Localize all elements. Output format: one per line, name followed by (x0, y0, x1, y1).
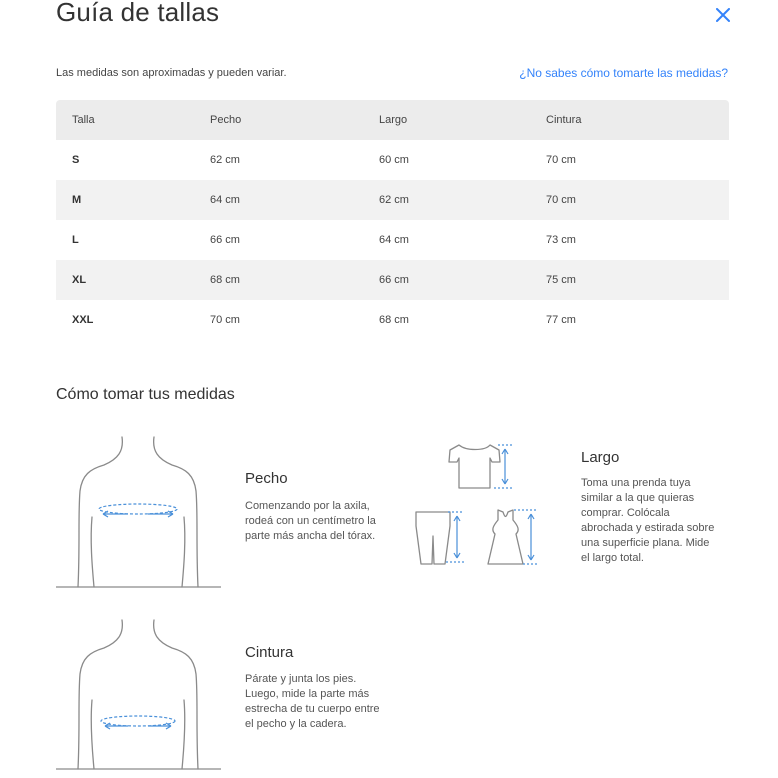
cintura-cell: 77 cm (546, 314, 576, 326)
largo-cell: 66 cm (379, 274, 409, 286)
header-largo: Largo (379, 114, 408, 126)
table-row (56, 260, 729, 300)
cintura-cell: 70 cm (546, 154, 576, 166)
waist-title: Cintura (245, 644, 294, 661)
close-icon (716, 8, 730, 22)
chest-description: Comenzando por la axila, rodeá con un centímetro la parte más ancha del tórax. (245, 500, 376, 542)
size-cell: M (72, 194, 82, 206)
cintura-cell: 70 cm (546, 194, 576, 206)
size-cell: S (72, 154, 80, 166)
chest-measure-illustration (56, 435, 226, 590)
chest-title: Pecho (245, 470, 288, 487)
length-title: Largo (581, 449, 620, 466)
length-description: Toma una prenda tuya similar a la que quieras comprar. Colócala abrochada y estirada sobre una superficie plana. Mide el largo total. (581, 477, 715, 564)
header-talla: Talla (72, 114, 95, 126)
largo-cell: 68 cm (379, 314, 409, 326)
largo-cell: 62 cm (379, 194, 409, 206)
table-row (56, 300, 729, 340)
header-pecho: Pecho (210, 114, 242, 126)
table-header-row (56, 100, 729, 140)
cintura-cell: 73 cm (546, 234, 576, 246)
size-cell: L (72, 234, 79, 246)
pecho-cell: 70 cm (210, 314, 240, 326)
close-button[interactable] (710, 2, 736, 28)
page-title: Guía de tallas (56, 0, 220, 27)
largo-cell: 60 cm (379, 154, 409, 166)
table-row (56, 220, 729, 260)
pecho-cell: 68 cm (210, 274, 240, 286)
waist-measure-illustration (56, 618, 226, 773)
waist-description: Párate y junta los pies. Luego, mide la parte más estrecha de tu cuerpo entre el pecho y la cadera. (245, 673, 380, 730)
table-row (56, 180, 729, 220)
cintura-cell: 75 cm (546, 274, 576, 286)
disclaimer-text: Las medidas son aproximadas y pueden variar. (56, 67, 287, 79)
how-to-measure-link[interactable]: ¿No sabes cómo tomarte las medidas? (519, 66, 728, 80)
size-cell: XL (72, 274, 87, 286)
pecho-cell: 66 cm (210, 234, 240, 246)
pecho-cell: 62 cm (210, 154, 240, 166)
largo-cell: 64 cm (379, 234, 409, 246)
how-to-measure-title: Cómo tomar tus medidas (56, 386, 235, 403)
table-row (56, 140, 729, 180)
size-table (56, 100, 729, 340)
header-cintura: Cintura (546, 114, 582, 126)
pecho-cell: 64 cm (210, 194, 240, 206)
size-cell: XXL (72, 314, 94, 326)
garment-length-illustration (410, 440, 545, 570)
